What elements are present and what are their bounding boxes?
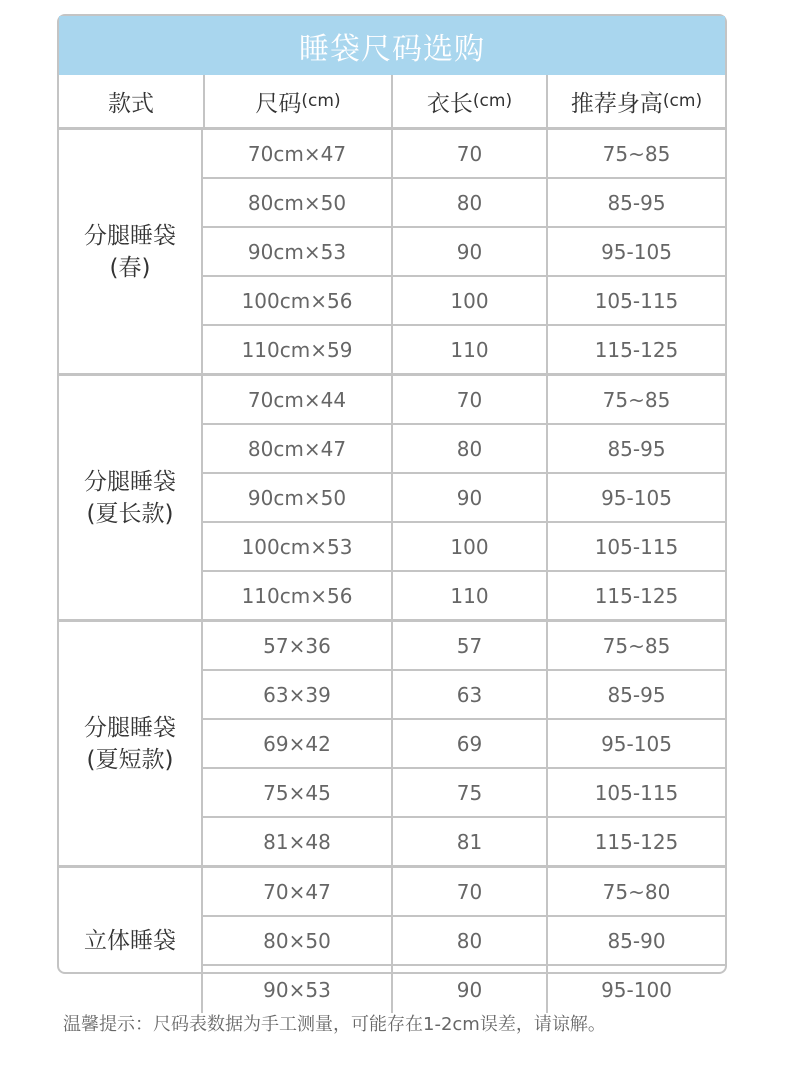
length-cell: 100 <box>391 523 546 570</box>
length-cell: 81 <box>391 818 546 865</box>
table-row <box>203 177 725 226</box>
size-cell: 57×36 <box>263 633 331 658</box>
table-group <box>59 130 725 376</box>
style-name-line1: 分腿睡袋 <box>84 714 176 741</box>
header-height-label: 推荐身高 <box>570 90 663 117</box>
style-cell <box>59 130 201 373</box>
size-cell: 69×42 <box>263 731 331 756</box>
length-cell: 69 <box>391 720 546 767</box>
length-cell: 100 <box>391 277 546 324</box>
size-cell: 100cm×53 <box>241 534 353 559</box>
table-title: 睡袋尺码选购 <box>59 16 725 75</box>
size-cell: 90×53 <box>263 977 331 1002</box>
style-cell <box>59 622 201 865</box>
height-cell: 75~80 <box>546 868 725 915</box>
height-cell: 105-115 <box>546 523 725 570</box>
length-cell: 110 <box>391 572 546 619</box>
table-group <box>59 868 725 1013</box>
header-length-label: 衣长 <box>426 90 473 117</box>
size-cell: 81×48 <box>263 829 331 854</box>
length-cell: 80 <box>391 179 546 226</box>
size-cell: 80cm×47 <box>247 436 347 461</box>
footnote: 温馨提示：尺码表数据为手工测量，可能存在1-2cm误差，请谅解。 <box>63 1014 606 1035</box>
size-cell: 100cm×56 <box>241 288 353 313</box>
height-cell: 95-105 <box>546 228 725 275</box>
table-row <box>203 622 725 669</box>
size-cell: 70cm×47 <box>247 141 347 166</box>
height-cell: 85-95 <box>546 671 725 718</box>
header-height <box>546 75 725 127</box>
size-cell: 90cm×53 <box>247 239 347 264</box>
size-cell: 75×45 <box>263 780 331 805</box>
height-cell: 75~85 <box>546 376 725 423</box>
size-cell: 80×50 <box>263 928 331 953</box>
table-row <box>203 669 725 718</box>
length-cell: 90 <box>391 474 546 521</box>
height-cell: 105-115 <box>546 277 725 324</box>
height-cell: 115-125 <box>546 326 725 373</box>
length-cell: 90 <box>391 966 546 1013</box>
table-row <box>203 275 725 324</box>
size-cell: 63×39 <box>263 682 331 707</box>
table-row <box>203 915 725 964</box>
length-cell: 110 <box>391 326 546 373</box>
table-row <box>203 324 725 373</box>
length-cell: 63 <box>391 671 546 718</box>
length-cell: 90 <box>391 228 546 275</box>
size-cell: 90cm×50 <box>247 485 347 510</box>
style-name-line2: (夏短款) <box>86 746 174 773</box>
table-row <box>203 472 725 521</box>
length-cell: 57 <box>391 622 546 669</box>
size-cell: 70×47 <box>263 879 331 904</box>
style-cell <box>59 868 201 1013</box>
table-group <box>59 376 725 622</box>
table-row <box>203 423 725 472</box>
group-rows <box>201 130 725 373</box>
height-cell: 105-115 <box>546 769 725 816</box>
size-cell: 110cm×59 <box>241 337 353 362</box>
header-height-unit: (cm) <box>662 91 703 111</box>
size-cell: 110cm×56 <box>241 583 353 608</box>
height-cell: 115-125 <box>546 818 725 865</box>
height-cell: 85-95 <box>546 425 725 472</box>
height-cell: 115-125 <box>546 572 725 619</box>
table-row <box>203 376 725 423</box>
length-cell: 70 <box>391 376 546 423</box>
length-cell: 80 <box>391 917 546 964</box>
height-cell: 75~85 <box>546 622 725 669</box>
header-size <box>203 75 391 127</box>
height-cell: 75~85 <box>546 130 725 177</box>
table-row <box>203 130 725 177</box>
style-cell <box>59 376 201 619</box>
table-row <box>203 767 725 816</box>
table-body <box>59 130 725 1013</box>
size-chart-table <box>57 14 727 1002</box>
header-row <box>59 75 725 130</box>
style-name-line1: 立体睡袋 <box>84 927 176 954</box>
size-cell: 80cm×50 <box>247 190 347 215</box>
length-cell: 70 <box>391 868 546 915</box>
table-row <box>203 570 725 619</box>
group-rows <box>201 376 725 619</box>
length-cell: 75 <box>391 769 546 816</box>
length-cell: 70 <box>391 130 546 177</box>
table-row <box>203 816 725 865</box>
table-group <box>59 622 725 868</box>
header-size-label: 尺码 <box>255 90 302 117</box>
table-row <box>203 964 725 1013</box>
header-length-unit: (cm) <box>472 91 513 111</box>
height-cell: 95-105 <box>546 720 725 767</box>
table-row <box>203 868 725 915</box>
height-cell: 95-100 <box>546 966 725 1013</box>
height-cell: 95-105 <box>546 474 725 521</box>
table-row <box>203 521 725 570</box>
height-cell: 85-90 <box>546 917 725 964</box>
size-cell: 70cm×44 <box>247 387 347 412</box>
header-size-unit: (cm) <box>301 91 341 111</box>
style-name-line1: 分腿睡袋 <box>84 222 176 249</box>
header-style <box>59 75 203 127</box>
style-name-line2: (春) <box>109 254 151 281</box>
length-cell: 80 <box>391 425 546 472</box>
style-name-line2: (夏长款) <box>86 500 174 527</box>
header-length <box>391 75 546 127</box>
table-row <box>203 718 725 767</box>
group-rows <box>201 868 725 1013</box>
table-row <box>203 226 725 275</box>
header-style-label: 款式 <box>108 90 154 117</box>
height-cell: 85-95 <box>546 179 725 226</box>
style-name-line1: 分腿睡袋 <box>84 468 176 495</box>
group-rows <box>201 622 725 865</box>
